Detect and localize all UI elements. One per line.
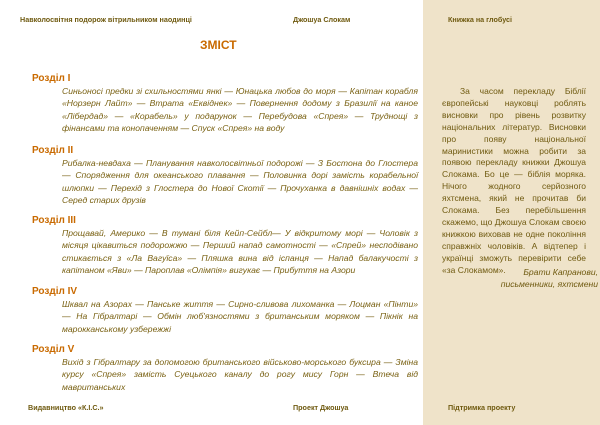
section-text-5: Вихід з Гібралтару за допомогою британського військово-морського буксира — Зміна курсу «Спрея» замість Суецького каналу до рогу мису Горн — Втеча від мавританських <box>62 357 418 392</box>
section-heading-2: Розділ II <box>32 145 74 156</box>
footer-project: Проект Джошуа <box>293 403 349 412</box>
section-heading-1: Розділ I <box>32 73 71 84</box>
header-brand: Книжка на глобусі <box>448 15 513 24</box>
toc-title: ЗМІСТ <box>200 38 237 52</box>
signature-role: письменники, яхтсмени <box>500 279 598 289</box>
section-heading-5: Розділ V <box>32 344 75 355</box>
section-text-4: Шквал на Азорах — Панське життя — Сирно-сливова лихоманка — Лоцман «Пінти» — На Гібралтарі — Обмін люб'язностями з британським моряком — Пікнік на марокканському узбережжі <box>62 299 418 334</box>
section-heading-3: Розділ III <box>32 215 76 226</box>
section-text-3: Прощавай, Америко — В тумані біля Кейп-Сейбл— У відкритому морі — Чоловік з місяця цікавиться подорожжю — Перший напад самотності — «Спрей» несподівано стикається з «Ла Вагуїса» — Пляшка вина від іспанця — Напад балакучості з капітаном «Яви» — Пароплав «Олімпія» вигукає — Прибуття на Азори <box>62 228 418 275</box>
section-text-1: Синьоносі предки зі схильностями янкі — Юнацька любов до моря — Капітан корабля «Норзерн Лайт» — Втрата «Еквіднек» — Повернення додому з Бразилії на каное «Лібердад» — «Корабель» у подарунок — Перебудова «Спрея» — Труднощі з фінансами та конопаченням — Спуск «Спрея» на воду <box>62 86 418 133</box>
header-book-title: Навколосвітня подорож вітрильником наодинці <box>20 15 192 24</box>
section-heading-4: Розділ IV <box>32 286 78 297</box>
sidebar-quote: За часом перекладу Біблії європейські науковці роблять висновки про рівень розвитку національних літератур. Висновки про появу національної маринистики можна робити за появою перекладу книжки Джошуа Слокама. Бо це — біблія моряка. Нічого жодного серйозного яхтсмена, який не прочитав би Слокама. Без перебільшення скажемо, що Джошуа Слокам своєю книжкою виховав не одне покоління справжніх чоловіків. А відтепер і українці зможуть перевірити себе «за Слокамом». <box>442 86 586 275</box>
header-author: Джошуа Слокам <box>293 15 351 24</box>
footer-publisher: Видавництво «К.І.С.» <box>28 403 104 412</box>
quote-signature <box>428 266 598 290</box>
section-text-2: Рибалка-невдаха — Планування навколосвітньої подорожі — З Бостона до Глостера — Спорядження для океанського плавання — Половинка дорі замість корабельної шлюпки — Перехід з Глостера до Нової Скотії — Прочуханка в давнішніх водах — Серед старих друзів <box>62 158 418 205</box>
footer-support: Підтримка проекту <box>448 403 516 412</box>
signature-name: Брати Капранови, <box>523 267 598 277</box>
